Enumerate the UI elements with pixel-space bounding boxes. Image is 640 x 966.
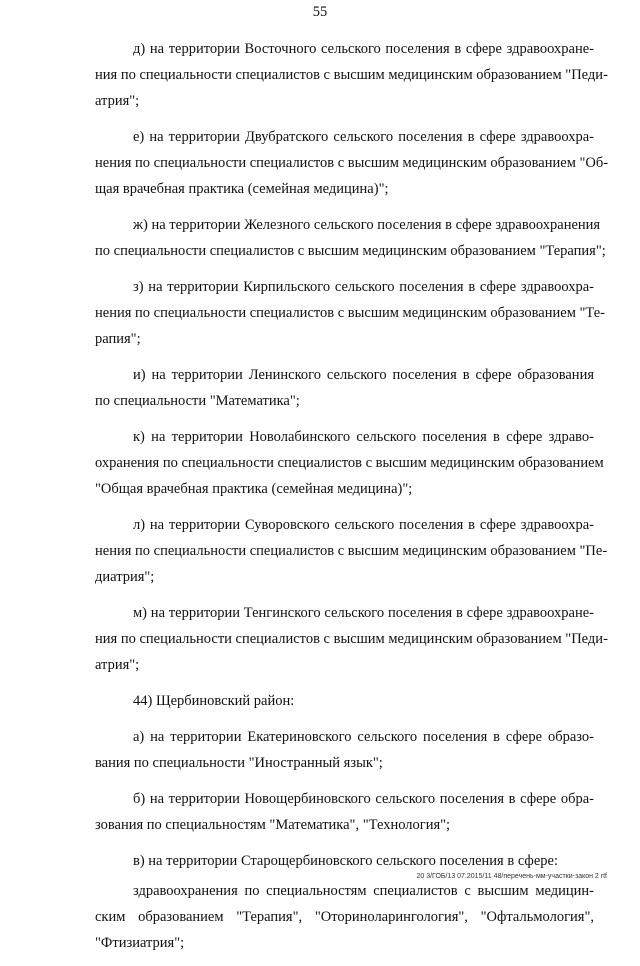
text-line: здравоохранения по специальностям специалистов с высшим медицин-: [133, 883, 594, 899]
text-line: щая врачебная практика (семейная медицина)";: [95, 181, 389, 197]
text-line: по специальности "Математика";: [95, 393, 300, 409]
text-line: ским образованием "Терапия", "Оториноларингология", "Офтальмология",: [95, 909, 594, 925]
footer-file-reference: 20 3/ГОБ/13 07.2015/11 48/перечень-мм-участки-закон 2 rtf: [416, 873, 607, 880]
text-line: ния по специальности специалистов с высшим медицинским образованием "Педи-: [95, 67, 608, 83]
paragraph-item-l: [95, 512, 608, 590]
text-line: и) на территории Ленинского сельского поселения в сфере образования: [133, 367, 594, 383]
text-line: диатрия";: [95, 569, 155, 585]
text-line: л) на территории Суворовского сельского поселения в сфере здравоохра-: [133, 517, 594, 533]
paragraph-item-a: [95, 724, 594, 776]
document-body: [95, 36, 609, 966]
paragraph-item-d: [95, 36, 608, 114]
text-line: 44) Щербиновский район:: [133, 693, 295, 709]
paragraph-item-b: [95, 786, 594, 838]
text-line: рапия";: [95, 331, 141, 347]
paragraph-item-e: [95, 124, 609, 202]
page-number: 55: [312, 4, 328, 20]
text-line: "Фтизиатрия";: [95, 935, 185, 951]
paragraph-item-zh: [95, 212, 606, 264]
text-line: нения по специальности специалистов с высшим медицинским образованием "Об-: [95, 155, 609, 171]
text-line: "Общая врачебная практика (семейная медицина)";: [95, 481, 413, 497]
text-line: нения по специальности специалистов с высшим медицинским образованием "Те-: [95, 305, 605, 321]
paragraph-item-i: [95, 362, 594, 414]
text-line: м) на территории Тенгинского сельского поселения в сфере здравоохране-: [133, 605, 594, 621]
text-line: атрия";: [95, 657, 140, 673]
text-line: е) на территории Двубратского сельского поселения в сфере здравоохра-: [133, 129, 594, 145]
text-line: ж) на территории Железного сельского поселения в сфере здравоохранения: [133, 217, 601, 233]
text-line: ния по специальности специалистов с высшим медицинским образованием "Педи-: [95, 631, 608, 647]
paragraph-item-v: [95, 848, 594, 874]
text-line: по специальности специалистов с высшим медицинским образованием "Терапия";: [95, 243, 606, 259]
text-line: з) на территории Кирпильского сельского поселения в сфере здравоохра-: [133, 279, 594, 295]
text-line: вания по специальности "Иностранный язык";: [95, 755, 383, 771]
text-line: зования по специальностям "Математика", "Технология";: [95, 817, 451, 833]
paragraph-item-m: [95, 600, 608, 678]
text-line: к) на территории Новолабинского сельского поселения в сфере здраво-: [133, 429, 594, 445]
text-line: д) на территории Восточного сельского поселения в сфере здравоохране-: [133, 41, 594, 57]
text-line: охранения по специальности специалистов с высшим медицинским образованием: [95, 455, 604, 471]
text-line: а) на территории Екатериновского сельского поселения в сфере образо-: [133, 729, 594, 745]
text-line: атрия";: [95, 93, 140, 109]
text-line: в) на территории Старощербиновского сельского поселения в сфере:: [133, 853, 558, 869]
paragraph-item-k: [95, 424, 604, 502]
text-line: б) на территории Новощербиновского сельского поселения в сфере обра-: [133, 791, 594, 807]
paragraph-item-v-continued: [95, 878, 594, 956]
text-line: нения по специальности специалистов с высшим медицинским образованием "Пе-: [95, 543, 608, 559]
paragraph-item-z: [95, 274, 605, 352]
district-heading: [95, 688, 594, 714]
